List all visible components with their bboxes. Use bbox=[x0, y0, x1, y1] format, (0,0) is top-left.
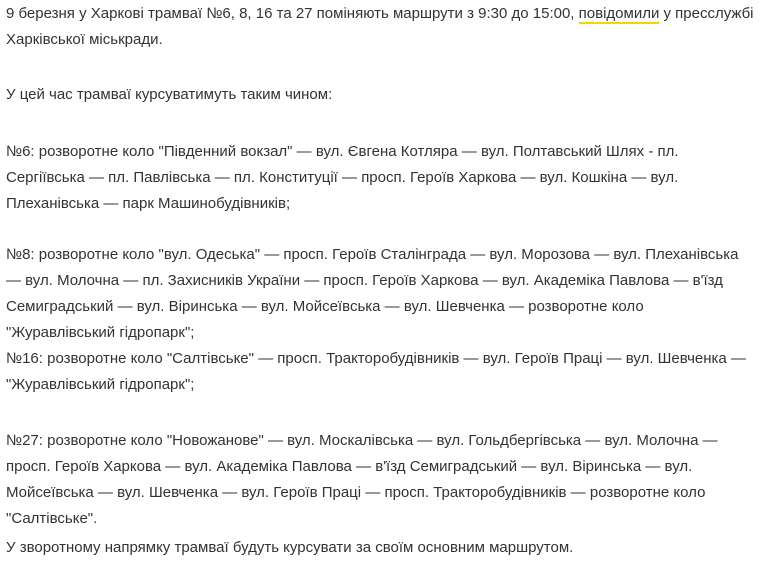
intro-text-end: у пресслужбі Харківської міськради. bbox=[6, 5, 754, 48]
intro-text-start: 9 березня у Харкові трамваї №6, 8, 16 та 27 поміняють маршрути з 9:30 до 15:00, bbox=[6, 5, 579, 22]
source-link[interactable]: повідомили bbox=[578, 5, 660, 22]
lead-paragraph: У цей час трамваї курсуватимуть таким чином: bbox=[6, 86, 333, 103]
route-16-paragraph: №16: розворотне коло "Салтівське" — просп. Тракторобудівників — вул. Героїв Праці — вул. Шевченка — "Журавлівський гідропарк"; bbox=[6, 350, 746, 393]
closing-paragraph: У зворотному напрямку трамваї будуть курсувати за своїм основним маршрутом. bbox=[6, 539, 574, 556]
intro-paragraph bbox=[6, 1, 756, 53]
route-27-paragraph: №27: розворотне коло "Новожанове" — вул. Москалівська — вул. Гольдбергівська — вул. Молочна — просп. Героїв Харкова — вул. Академіка Павлова — в'їзд Семиградський — вул. Віринська — вул. Мойсеївська — вул. Шевченка — вул. Героїв Праці — просп. Тракторобудівників — розворотне коло "Салтівське". bbox=[6, 432, 718, 527]
route-8-paragraph: №8: розворотне коло "вул. Одеська" — просп. Героїв Сталінграда — вул. Морозова — вул. Плеханівська — вул. Молочна — пл. Захисників України — просп. Героїв Харкова — вул. Академіка Павлова — в'їзд Семиградський — вул. Віринська — вул. Мойсеївська — вул. Шевченка — розворотне коло "Журавлівський гідропарк"; bbox=[6, 246, 739, 341]
route-6-paragraph: №6: розворотне коло "Південний вокзал" — вул. Євгена Котляра — вул. Полтавський Шлях - пл. Сергіївська — пл. Павлівська — пл. Конституції — просп. Героїв Харкова — вул. Кошкіна — вул. Плеханівська — парк Машинобудівників; bbox=[6, 143, 679, 212]
